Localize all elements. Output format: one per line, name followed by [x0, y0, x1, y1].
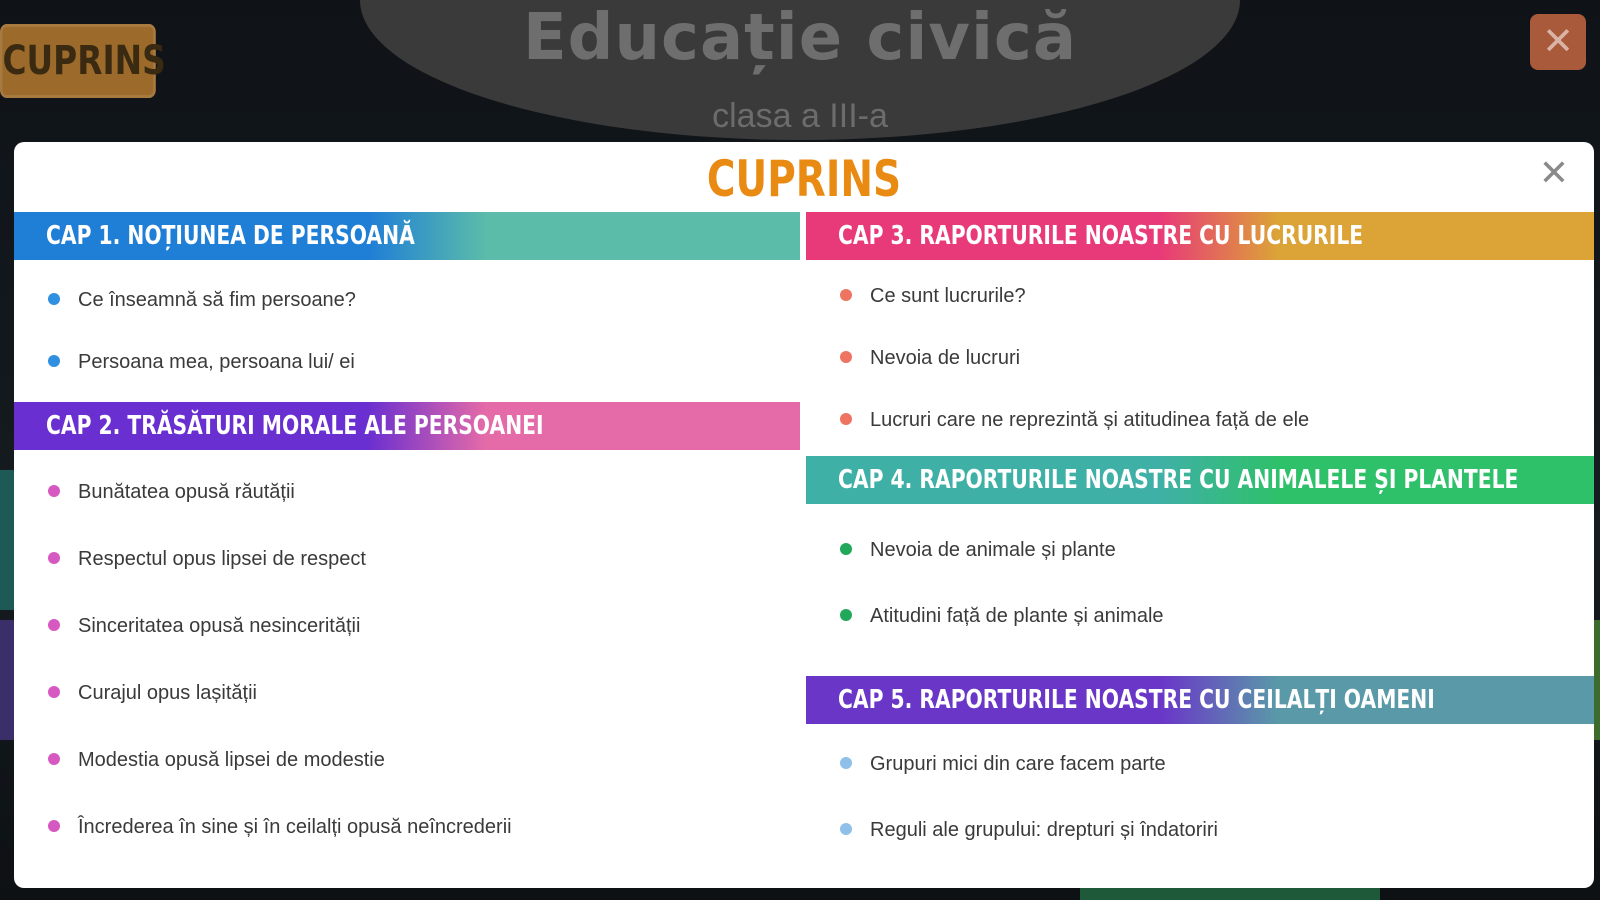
chapter-title: CAP 4. RAPORTURILE NOASTRE CU ANIMALELE ȘI PLANTELE [838, 465, 1519, 495]
list-item[interactable] [840, 284, 1026, 308]
bullet-dot [840, 757, 852, 769]
chapter-title: CAP 1. NOȚIUNEA DE PERSOANĂ [46, 221, 415, 251]
list-item-label: Încrederea în sine și în ceilalți opusă neîncrederii [78, 816, 512, 838]
bullet-dot [48, 686, 60, 698]
list-item[interactable] [840, 538, 1116, 562]
list-item-label: Grupuri mici din care facem parte [870, 753, 1166, 775]
list-item-label: Ce sunt lucrurile? [870, 285, 1026, 307]
cuprins-button[interactable]: CUPRINS [0, 24, 156, 98]
list-item-label: Bunătatea opusă răutății [78, 481, 295, 503]
bullet-dot [48, 355, 60, 367]
list-item-label: Respectul opus lipsei de respect [78, 548, 366, 570]
close-icon[interactable]: ✕ [1530, 14, 1586, 70]
chapter-header[interactable] [14, 212, 800, 260]
app-title: Educație civică [522, 1, 1078, 75]
close-icon[interactable]: ✕ [1538, 153, 1570, 194]
list-item[interactable] [48, 480, 295, 504]
list-item-label: Curajul opus lașității [78, 682, 257, 704]
list-item-label: Nevoia de animale și plante [870, 539, 1116, 561]
list-item-label: Reguli ale grupului: drepturi și îndatoriri [870, 819, 1218, 841]
bullet-dot [48, 820, 60, 832]
list-item[interactable] [840, 346, 1020, 370]
list-item[interactable] [840, 752, 1166, 776]
chapter-header[interactable] [806, 212, 1594, 260]
list-item[interactable] [840, 604, 1164, 628]
chapter-section [14, 212, 800, 373]
list-item[interactable] [48, 681, 257, 705]
list-item[interactable] [48, 614, 360, 638]
list-item-label: Nevoia de lucruri [870, 347, 1021, 369]
background-strip [1080, 886, 1380, 900]
chapter-title: CAP 2. TRĂSĂTURI MORALE ALE PERSOANEI [46, 411, 544, 441]
bullet-dot [840, 543, 852, 555]
list-item[interactable] [48, 288, 356, 312]
list-item-label: Lucruri care ne reprezintă și atitudinea față de ele [870, 409, 1310, 431]
chapter-section [806, 456, 1594, 627]
chapter-section [14, 402, 800, 838]
list-item-label: Persoana mea, persoana lui/ ei [78, 351, 355, 373]
list-item[interactable] [840, 408, 1309, 432]
list-item-label: Ce înseamnă să fim persoane? [78, 289, 356, 311]
bullet-dot [48, 753, 60, 765]
chapter-section [806, 676, 1594, 841]
chapter-header[interactable] [14, 402, 800, 450]
list-item-label: Sinceritatea opusă nesincerității [78, 615, 361, 637]
bullet-dot [48, 619, 60, 631]
table-of-contents-modal [14, 142, 1594, 888]
chapter-section [806, 212, 1594, 431]
bullet-dot [840, 609, 852, 621]
list-item[interactable] [48, 350, 355, 374]
chapter-title: CAP 3. RAPORTURILE NOASTRE CU LUCRURILE [838, 221, 1364, 251]
list-item-label: Modestia opusă lipsei de modestie [78, 749, 385, 771]
chapter-header[interactable] [806, 456, 1594, 504]
list-item[interactable] [48, 748, 385, 772]
bullet-dot [48, 552, 60, 564]
chapter-header[interactable] [806, 676, 1594, 724]
list-item-label: Atitudini față de plante și animale [870, 605, 1164, 627]
bullet-dot [840, 413, 852, 425]
bullet-dot [840, 351, 852, 363]
app-subtitle: clasa a III-a [712, 97, 888, 135]
bullet-dot [48, 485, 60, 497]
chapter-title: CAP 5. RAPORTURILE NOASTRE CU CEILALȚI OAMENI [838, 685, 1435, 715]
bullet-dot [840, 823, 852, 835]
list-item[interactable] [48, 547, 366, 571]
modal-title: CUPRINS [706, 150, 902, 208]
list-item[interactable] [840, 818, 1218, 842]
bullet-dot [840, 289, 852, 301]
list-item[interactable] [48, 815, 512, 839]
bullet-dot [48, 293, 60, 305]
